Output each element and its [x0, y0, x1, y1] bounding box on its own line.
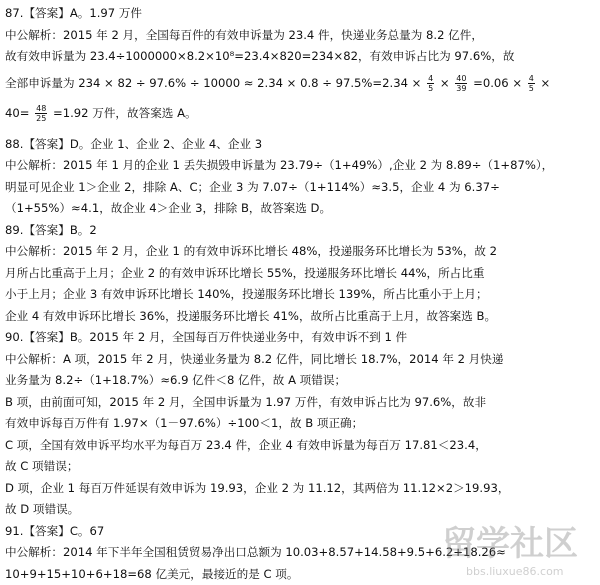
- fraction-48-25: $\frac{48}{25}$: [36, 103, 47, 123]
- q89-analysis-line-3: 小于上月；企业 3 有效申诉环比增长 140%，投递服务环比增长 139%，所占比重小于上月；: [5, 287, 488, 301]
- q87-analysis-line-1: 中公解析：2015 年 2 月，全国每百件的有效申诉量为 23.4 件，快递业务总量为 8.2 亿件，: [5, 27, 483, 42]
- answer-document: [5, 3, 595, 585]
- fraction-40-39: $\frac{40}{39}$: [456, 73, 467, 93]
- q90-analysis-line-3: B 项，由前面可知，2015 年 2 月，全国申诉量为 1.97 万件，有效申诉占比为 97.6%，故非: [5, 394, 487, 409]
- q88-answer: 88.【答案】D。企业 1、企业 2、企业 4、企业 3: [5, 136, 263, 151]
- q91-analysis-line-1: 中公解析：2014 年下半年全国租赁贸易净出口总额为 10.03+8.57+14.58+9.5+6.2+18.26≈: [5, 545, 506, 559]
- q87-result-suffix: =1.92 万件，故答案选 A。: [53, 105, 197, 120]
- q90-analysis-line-6: 故 C 项错误；: [5, 459, 79, 473]
- q88-analysis-line-1: 中公解析：2015 年 1 月的企业 1 丢失损毁申诉量为 23.79÷（1+49%）,企业 2 为 8.89÷（1+87%），: [5, 158, 554, 172]
- q89-analysis-line-2: 月所占比重高于上月；企业 2 的有效申诉环比增长 55%，投递服务环比增长 44%，所占比重: [5, 265, 485, 280]
- q87-result-prefix: 40=: [5, 105, 30, 120]
- q91-answer: 91.【答案】C。67: [5, 523, 105, 538]
- q87-analysis-line-4: [5, 98, 595, 128]
- q87-formula-part-4: ×: [540, 75, 551, 90]
- q89-answer: 89.【答案】B。2: [5, 222, 97, 237]
- q90-analysis-line-4: 有效申诉每百万件有 1.97×（1－97.6%）÷100＜1，故 B 项正确；: [5, 416, 364, 430]
- q89-analysis-line-1: 中公解析：2015 年 2 月，企业 1 的有效申诉环比增长 48%，投递服务环比增长为 53%，故 2: [5, 244, 498, 258]
- fraction-4-5-a: $\frac{4}{5}$: [428, 73, 434, 93]
- q88-analysis-line-3: （1+55%）≈4.1，故企业 4＞企业 3，排除 B，故答案选 D。: [5, 201, 332, 215]
- q89-analysis-line-4: 企业 4 有效申诉环比增长 36%，投递服务环比增长 41%，故所占比重高于上月，故答案选 B。: [5, 308, 497, 323]
- q90-analysis-line-5: C 项，全国有效申诉平均水平为每百万 23.4 件，企业 4 有效申诉量为每百万 17.81＜23.4，: [5, 437, 487, 452]
- q90-analysis-line-7: D 项，企业 1 每百万件延误有效申诉为 19.93，企业 2 为 11.12，其两倍为 11.12×2＞19.93，: [5, 480, 510, 495]
- watermark-main-text: 留学社区: [442, 524, 578, 564]
- q88-analysis-line-2: 明显可见企业 1＞企业 2，排除 A、C；企业 3 为 7.07÷（1+114%）≈3.5，企业 4 为 6.37÷: [5, 179, 500, 194]
- q87-answer: 87.【答案】A。1.97 万件: [5, 6, 143, 20]
- fraction-4-5-b: $\frac{4}{5}$: [528, 73, 534, 93]
- q91-analysis-line-2: 10+9+15+10+6+18=68 亿美元，最接近的是 C 项。: [5, 566, 299, 581]
- q87-formula-part-3: =0.06 ×: [473, 75, 523, 90]
- q90-analysis-line-8: 故 D 项错误。: [5, 502, 80, 516]
- q90-analysis-line-1: 中公解析：A 项，2015 年 2 月，快递业务量为 8.2 亿件，同比增长 18.7%，2014 年 2 月快递: [5, 351, 504, 366]
- q90-answer: 90.【答案】B。2015 年 2 月，全国每百万件快递业务中，有效申诉不到 1 件: [5, 330, 408, 344]
- q87-formula-part-1: 全部申诉量为 234 × 82 ÷ 97.6% ÷ 10000 ≈ 2.34 × 0.8 ÷ 97.5%=2.34 ×: [5, 75, 422, 90]
- watermark-url-text: bbs.liuxue86.com: [466, 565, 564, 578]
- q87-analysis-line-3: [5, 68, 595, 98]
- q87-analysis-line-2: 故有效申诉量为 23.4÷1000000×8.2×10⁸=23.4×820=234×82，有效申诉占比为 97.6%，故: [5, 49, 515, 63]
- q87-formula-part-2: ×: [439, 75, 450, 90]
- q90-analysis-line-2: 业务量为 8.2÷（1+18.7%）≈6.9 亿件＜8 亿件，故 A 项错误；: [5, 373, 347, 387]
